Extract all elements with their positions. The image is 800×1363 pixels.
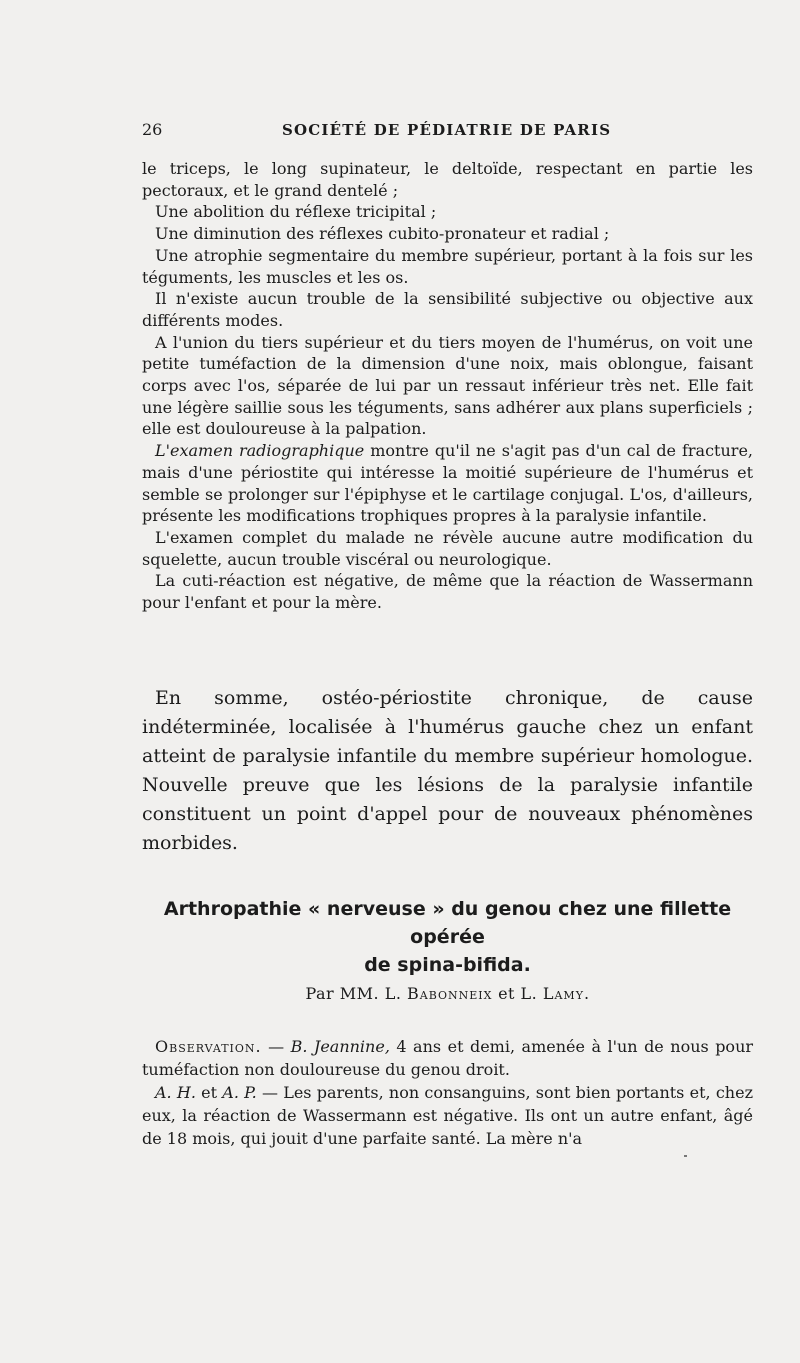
ink-speck bbox=[684, 1155, 687, 1157]
summary-paragraph: En somme, ostéo-périostite chronique, de cause indéterminée, localisée à l'humérus gauche chez un enfant atteint de paralysie infantile du membre supérieur homologue. Nouvelle preuve que les lésions de la paralysie infantile constituent un point d'appel pour de nouveaux phénomènes morbides. bbox=[142, 687, 753, 854]
paragraph-text: montre qu'il ne s'agit pas d'un cal de fracture, mais d'une périostite qui intéresse la moitié supérieure de l'humérus et semble se prolonger sur l'épiphyse et le cartilage conjugal. L'os, d'ailleurs, présente les modifications trophiques propres à la paralysie infantile. bbox=[142, 441, 753, 526]
patient-name: B. Jeannine, bbox=[290, 1037, 390, 1056]
paragraph: L'examen complet du malade ne révèle aucune autre modification du squelette, aucun trouble viscéral ou neurologique. bbox=[142, 527, 753, 569]
body-text bbox=[142, 158, 753, 614]
article-title bbox=[142, 895, 753, 979]
italic-phrase: L'examen radiographique bbox=[155, 441, 365, 461]
running-title: SOCIÉTÉ DE PÉDIATRIE DE PARIS bbox=[282, 121, 612, 139]
page-number: 26 bbox=[142, 120, 163, 139]
observation-label: Observation. bbox=[155, 1037, 262, 1056]
abbrev-ap: A. P. bbox=[222, 1083, 257, 1102]
observation-text: 4 ans et demi, amenée à l'un de nous pour tuméfaction non douloureuse du genou droit. bbox=[142, 1037, 754, 1079]
paragraph: le triceps, le long supinateur, le deltoïde, respectant en partie les pectoraux, et le grand dentelé ; bbox=[142, 159, 753, 200]
paragraph: A l'union du tiers supérieur et du tiers moyen de l'humérus, on voit une petite tuméfaction de la dimension d'une noix, mais oblongue, faisant corps avec l'os, séparée de lui par un ressaut inférieur très net. Elle fait une légère saillie sous les téguments, sans adhérer aux plans superficiels ; elle est douloureuse à la palpation. bbox=[142, 332, 753, 439]
paragraph: Une atrophie segmentaire du membre supérieur, portant à la fois sur les téguments, les muscles et les os. bbox=[142, 245, 753, 287]
article-title-line-2: de spina-bifida. bbox=[364, 954, 531, 976]
paragraph: Une diminution des réflexes cubito-pronateur et radial ; bbox=[155, 224, 610, 244]
authors-end: . bbox=[583, 984, 590, 1003]
paragraph: Il n'existe aucun trouble de la sensibilité subjective ou objective aux différents modes. bbox=[142, 289, 753, 330]
paragraph bbox=[142, 440, 753, 527]
authors-join: et L. bbox=[492, 984, 543, 1003]
paragraph: Une abolition du réflexe tricipital ; bbox=[155, 202, 437, 222]
observation-paragraph bbox=[142, 1035, 753, 1081]
observation-paragraph bbox=[142, 1081, 753, 1150]
dash: — bbox=[261, 1037, 291, 1056]
paragraph: La cuti-réaction est négative, de même que la réaction de Wassermann pour l'enfant et pour la mère. bbox=[142, 571, 753, 613]
observation-text: — Les parents, non consanguins, sont bien portants et, chez eux, la réaction de Wassermann est négative. Ils ont un autre enfant, âgé de 18 mois, qui jouit d'une parfaite santé. La mère n'a bbox=[142, 1083, 753, 1148]
authors-prefix: Par MM. L. bbox=[305, 984, 408, 1003]
abbrev-ah: A. H. bbox=[155, 1083, 196, 1102]
author-name: Babonneix bbox=[407, 984, 493, 1003]
conjunction: et bbox=[195, 1083, 223, 1102]
observation-section bbox=[142, 1035, 753, 1150]
article-title-line-1: Arthropathie « nerveuse » du genou chez une fillette opérée bbox=[163, 898, 732, 948]
author-name: Lamy bbox=[542, 984, 584, 1003]
article-authors bbox=[142, 984, 753, 1003]
summary-block bbox=[142, 684, 753, 858]
